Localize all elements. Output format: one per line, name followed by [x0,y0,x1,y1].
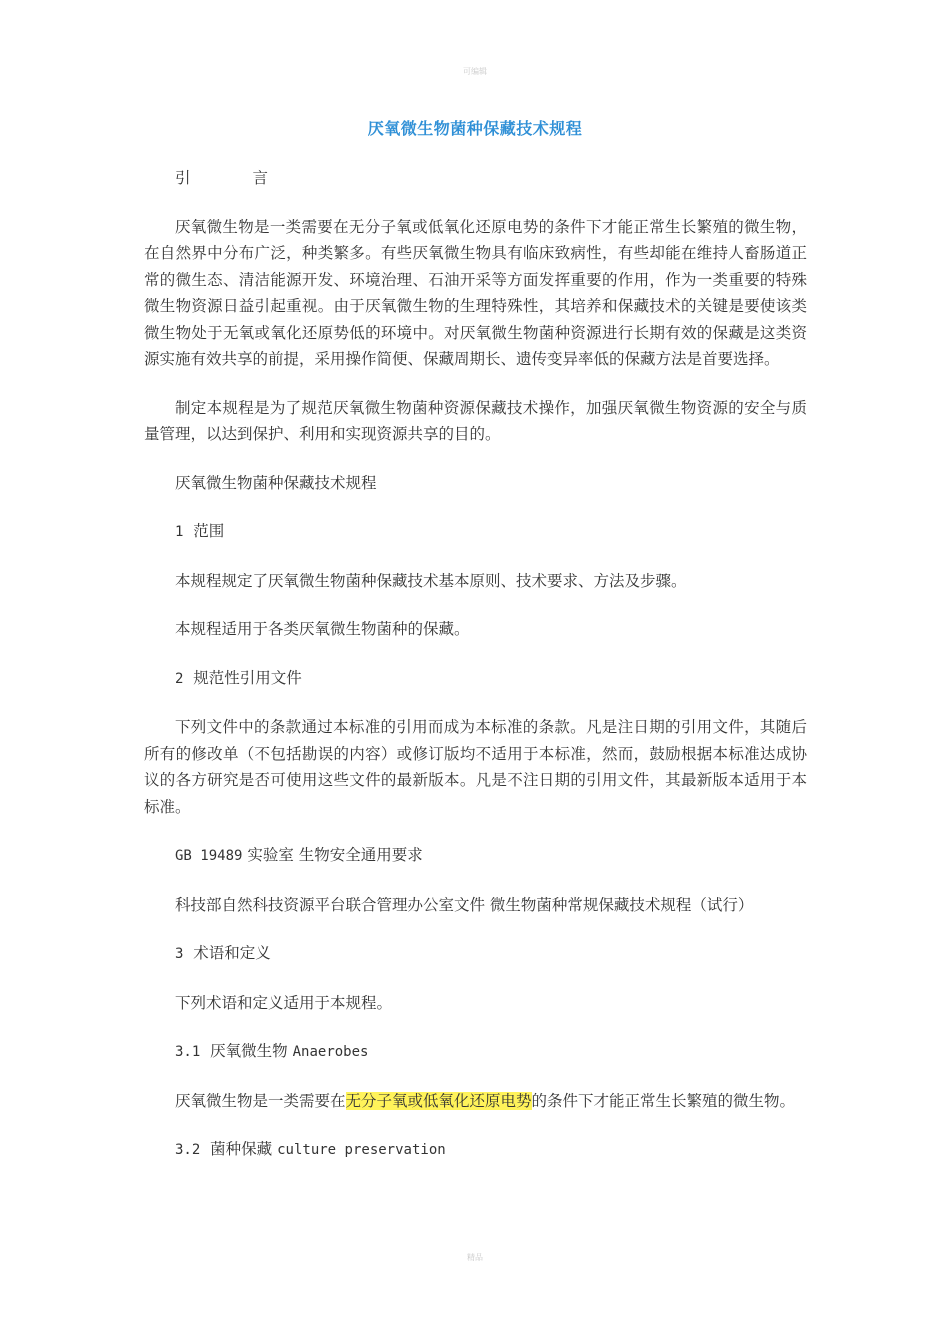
subtitle: 厌氧微生物菌种保藏技术规程 [175,473,377,492]
section-3-1-definition [144,1088,807,1115]
section-3-2-title: 菌种保藏 [210,1140,273,1158]
reference-1-text: 实验室 生物安全通用要求 [247,846,423,864]
section-3-2-heading [144,1136,807,1164]
reference-2: 科技部自然科技资源平台联合管理办公室文件 微生物菌种常规保藏技术规程（试行） [175,895,754,914]
section-3-heading [144,940,807,968]
section-3-1-title: 厌氧微生物 [210,1042,288,1060]
intro-heading-char-2: 言 [252,169,269,187]
document-body [144,165,807,1164]
section-1-heading [144,518,807,546]
intro-paragraph-1: 厌氧微生物是一类需要在无分子氧或低氧化还原电势的条件下才能正常生长繁殖的微生物，在自然界中分布广泛，种类繁多。有些厌氧微生物具有临床致病性，有些却能在维持人畜肠道正常的微生态、清洁能源开发、环境治理、石油开采等方面发挥重要的作用，作为一类重要的特殊微生物资源日益引起重视。由于厌氧微生物的生理特殊性，其培养和保藏技术的关键是要使该类微生物处于无氧或氧化还原势低的环境中。对厌氧微生物菌种资源进行长期有效的保藏是这类资源实施有效共享的前提，采用操作简便、保藏周期长、遗传变异率低的保藏方法是首要选择。 [144,217,807,368]
reference-1-code: GB 19489 [175,848,243,864]
document-title: 厌氧微生物菌种保藏技术规程 [367,119,583,138]
section-3-2-english-term: culture preservation [277,1142,446,1158]
intro-heading [144,165,807,192]
section-3-1-heading [144,1038,807,1066]
section-1-paragraph-1: 本规程规定了厌氧微生物菌种保藏技术基本原则、技术要求、方法及步骤。 [175,571,687,590]
footer-watermark: 精品 [467,1253,483,1262]
definition-text-post: 的条件下才能正常生长繁殖的微生物。 [531,1091,796,1110]
section-3-paragraph-1: 下列术语和定义适用于本规程。 [175,993,393,1012]
section-1-paragraph-2: 本规程适用于各类厌氧微生物菌种的保藏。 [175,620,470,638]
section-1-number: 1 [175,524,184,540]
section-2-heading [144,665,807,693]
reference-1 [144,842,807,870]
section-1-title: 范围 [193,522,225,540]
section-2-paragraph-1: 下列文件中的条款通过本标准的引用而成为本标准的条款。凡是注日期的引用文件，其随后所有的修改单（不包括勘误的内容）或修订版均不适用于本标准，然而，鼓励根据本标准达成协议的各方研究是否可使用这些文件的最新版本。凡是不注日期的引用文件，其最新版本适用于本标准。 [144,718,807,816]
definition-text-pre: 厌氧微生物是一类需要在 [175,1091,346,1110]
section-3-title: 术语和定义 [193,944,271,962]
section-3-number: 3 [175,946,184,962]
intro-heading-char-1: 引 [175,169,191,187]
highlighted-text[interactable]: 无分子氧或低氧化还原电势 [345,1091,532,1110]
intro-paragraph-2: 制定本规程是为了规范厌氧微生物菌种资源保藏技术操作，加强厌氧微生物资源的安全与质量管理，以达到保护、利用和实现资源共享的目的。 [144,398,807,443]
section-3-1-number: 3.1 [175,1044,201,1060]
section-3-1-english-term: Anaerobes [292,1044,369,1060]
section-2-title: 规范性引用文件 [193,668,302,687]
section-2-number: 2 [175,670,184,687]
section-3-2-number: 3.2 [175,1142,201,1158]
header-watermark: 可编辑 [463,67,487,76]
